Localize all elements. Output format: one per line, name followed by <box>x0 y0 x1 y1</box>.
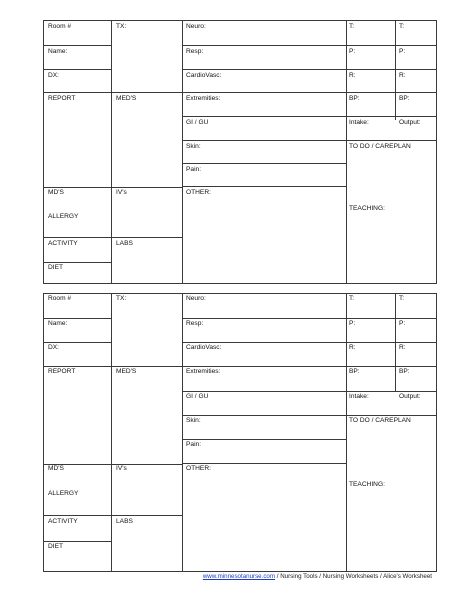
pulse-label-2: P: <box>399 320 406 327</box>
col-divider-3 <box>346 293 347 572</box>
row-line <box>182 69 437 70</box>
tx-label: TX: <box>116 295 127 302</box>
labs-label: LABS <box>116 518 133 525</box>
meds-label: MED'S <box>116 368 137 375</box>
pulse-label-1: P: <box>349 320 356 327</box>
row-line <box>182 140 437 141</box>
footer-breadcrumb <box>0 573 432 581</box>
labs-label: LABS <box>116 240 133 247</box>
mds-label: MD'S <box>48 465 64 472</box>
footer-site-link[interactable]: www.minnesotanurse.com <box>202 573 276 580</box>
name-label: Name: <box>48 320 68 327</box>
border-right <box>436 20 437 284</box>
row-line <box>43 45 112 46</box>
output-label: Output: <box>399 119 421 126</box>
temp-label-1: T: <box>349 23 355 30</box>
col-divider-3 <box>346 20 347 284</box>
todo-careplan-label: TO DO / CAREPLAN <box>349 143 411 150</box>
pain-label: Pain: <box>186 166 202 173</box>
col-divider-1 <box>111 293 112 572</box>
extremities-label: Extremities: <box>186 95 221 102</box>
row-line <box>43 92 182 93</box>
border-top <box>43 20 437 21</box>
ivs-label: IV's <box>116 189 127 196</box>
row-line <box>43 262 112 263</box>
cardiovasc-label: CardioVasc: <box>186 344 222 351</box>
row-line <box>43 318 112 319</box>
dx-label: DX: <box>48 72 59 79</box>
border-left <box>43 293 44 572</box>
row-line <box>182 186 346 187</box>
bp-label-1: BP: <box>349 95 360 102</box>
row-line <box>182 391 437 392</box>
allergy-label: ALLERGY <box>48 213 79 220</box>
row-line <box>182 463 346 464</box>
bp-label-1: BP: <box>349 368 360 375</box>
border-top <box>43 293 437 294</box>
output-label: Output: <box>399 393 421 400</box>
resp-rate-label-1: R: <box>349 344 356 351</box>
col-divider-2 <box>182 293 183 572</box>
bp-label-2: BP: <box>399 368 410 375</box>
other-label: OTHER: <box>186 465 211 472</box>
diet-label: DIET <box>48 264 64 271</box>
border-right <box>436 293 437 572</box>
col-divider-4 <box>395 20 396 120</box>
row-line <box>182 163 346 164</box>
extremities-label: Extremities: <box>186 368 221 375</box>
tx-label: TX: <box>116 23 127 30</box>
cardiovasc-label: CardioVasc: <box>186 72 222 79</box>
resp-rate-label-1: R: <box>349 72 356 79</box>
pulse-label-1: P: <box>349 48 356 55</box>
row-line <box>43 342 112 343</box>
resp-label: Resp: <box>186 48 204 55</box>
intake-label: Intake: <box>349 119 369 126</box>
meds-label: MED'S <box>116 95 137 102</box>
intake-label: Intake: <box>349 393 369 400</box>
col-divider-2 <box>182 20 183 284</box>
row-line <box>43 237 182 238</box>
row-line <box>43 187 182 188</box>
teaching-label: TEACHING: <box>349 481 385 488</box>
row-line <box>43 515 182 516</box>
resp-label: Resp: <box>186 320 204 327</box>
allergy-label: ALLERGY <box>48 490 79 497</box>
diet-label: DIET <box>48 543 64 550</box>
resp-rate-label-2: R: <box>399 344 406 351</box>
pain-label: Pain: <box>186 441 202 448</box>
border-bottom <box>43 571 437 572</box>
row-line <box>43 541 112 542</box>
row-line <box>182 45 437 46</box>
other-label: OTHER: <box>186 189 211 196</box>
room-label: Room # <box>48 295 72 302</box>
skin-label: Skin: <box>186 417 201 424</box>
temp-label-1: T: <box>349 295 355 302</box>
skin-label: Skin: <box>186 143 201 150</box>
neuro-label: Neuro: <box>186 295 206 302</box>
activity-label: ACTIVITY <box>48 240 78 247</box>
teaching-label: TEACHING: <box>349 205 385 212</box>
report-label: REPORT <box>48 95 76 102</box>
border-bottom <box>43 283 437 284</box>
gigu-label: GI / GU <box>186 393 209 400</box>
dx-label: DX: <box>48 344 59 351</box>
name-label: Name: <box>48 48 68 55</box>
worksheet-bottom <box>43 293 437 572</box>
gigu-label: GI / GU <box>186 119 209 126</box>
footer-trail-text: / Nursing Tools / Nursing Worksheets / Alice's Worksheet <box>275 573 432 580</box>
worksheet-top <box>43 20 437 284</box>
ivs-label: IV's <box>116 465 127 472</box>
row-line <box>43 69 112 70</box>
row-line <box>182 116 437 117</box>
mds-label: MD'S <box>48 189 64 196</box>
pulse-label-2: P: <box>399 48 406 55</box>
col-divider-1 <box>111 20 112 284</box>
row-line <box>182 439 346 440</box>
neuro-label: Neuro: <box>186 23 206 30</box>
room-label: Room # <box>48 23 72 30</box>
row-line <box>182 415 437 416</box>
todo-careplan-label: TO DO / CAREPLAN <box>349 417 411 424</box>
row-line <box>182 366 437 367</box>
row-line <box>182 318 437 319</box>
row-line <box>43 366 182 367</box>
resp-rate-label-2: R: <box>399 72 406 79</box>
report-label: REPORT <box>48 368 76 375</box>
border-left <box>43 20 44 284</box>
activity-label: ACTIVITY <box>48 518 78 525</box>
temp-label-2: T: <box>399 295 405 302</box>
bp-label-2: BP: <box>399 95 410 102</box>
row-line <box>182 92 437 93</box>
row-line <box>182 342 437 343</box>
temp-label-2: T: <box>399 23 405 30</box>
